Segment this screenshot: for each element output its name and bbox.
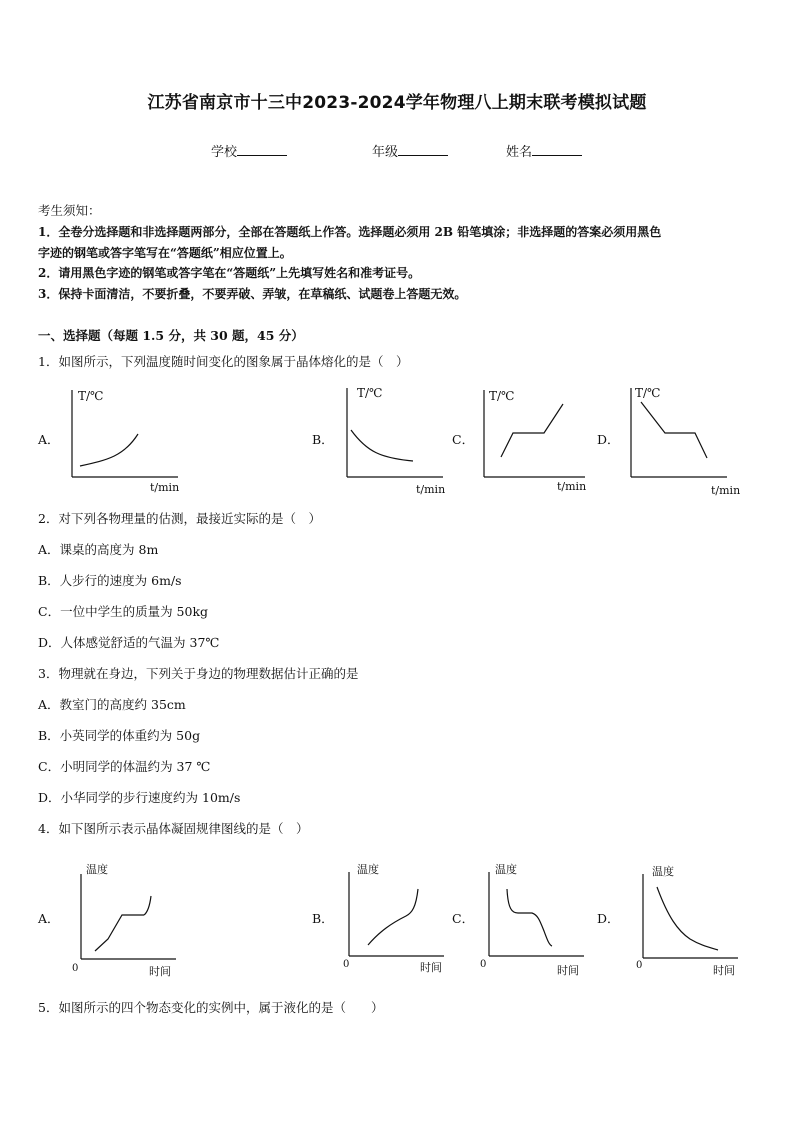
q4-b-origin: 0	[343, 959, 350, 970]
notice-item-2: 2．请用黑色字迹的钢笔或答字笔在“答题纸”上先填写姓名和准考证号。	[38, 266, 421, 280]
q4-option-d-label: D．	[597, 911, 620, 926]
q4-b-y-axis-label: 温度	[357, 863, 379, 876]
page-title: 江苏省南京市十三中2023-2024学年物理八上期末联考模拟试题	[147, 93, 647, 113]
q1-option-c-label: C．	[452, 432, 475, 447]
school-label: 学校	[211, 145, 238, 160]
q1-option-a-label: A．	[38, 432, 60, 447]
q4-c-y-axis-label: 温度	[495, 863, 517, 876]
question-5-stem: 5．如图所示的四个物态变化的实例中，属于液化的是（ ）	[38, 1000, 384, 1015]
q2-option-d: D．人体感觉舒适的气温为 37℃	[38, 635, 220, 650]
q1-b-curve	[351, 430, 413, 461]
school-field	[211, 141, 287, 160]
name-label: 姓名	[506, 145, 533, 160]
q4-option-b-label: B．	[312, 911, 334, 926]
q4-graph-c	[474, 857, 594, 977]
grade-blank	[398, 143, 448, 156]
q4-graph-b	[334, 857, 459, 977]
q1-a-curve	[80, 434, 138, 466]
q4-c-curve	[507, 889, 552, 946]
name-blank	[532, 143, 582, 156]
q4-a-curve-part-2	[144, 896, 151, 915]
q1-d-x-axis-label: t/min	[711, 484, 741, 497]
school-blank	[237, 143, 287, 156]
question-2-stem: 2．对下列各物理量的估测，最接近实际的是（ ）	[38, 511, 321, 526]
q4-b-x-axis-label: 时间	[420, 961, 442, 974]
question-4-stem: 4．如下图所示表示晶体凝固规律图线的是（ ）	[38, 821, 309, 836]
q4-a-y-axis-label: 温度	[86, 863, 108, 876]
q1-d-y-axis-label: T/℃	[635, 386, 661, 400]
q1-graph-a	[58, 382, 188, 497]
q4-d-x-axis-label: 时间	[713, 964, 735, 977]
q1-d-curve	[641, 402, 707, 458]
q4-d-y-axis-label: 温度	[652, 865, 674, 878]
q2-option-c: C．一位中学生的质量为 50kg	[38, 604, 209, 619]
q3-option-a: A．教室门的高度约 35cm	[38, 697, 186, 712]
q3-option-b: B．小英同学的体重约为 50g	[38, 728, 201, 743]
question-1-stem: 1．如图所示，下列温度随时间变化的图象属于晶体熔化的是（ ）	[38, 354, 409, 369]
q1-b-x-axis-label: t/min	[416, 483, 446, 496]
q1-graph-b	[333, 382, 453, 497]
q4-a-origin: 0	[72, 963, 79, 974]
q4-option-a-label: A．	[38, 911, 60, 926]
q3-option-c: C．小明同学的体温约为 37 ℃	[38, 759, 211, 774]
q1-c-y-axis-label: T/℃	[489, 389, 515, 403]
q1-option-b-label: B．	[312, 432, 334, 447]
q4-b-curve	[368, 889, 418, 945]
q1-a-y-axis-label: T/℃	[78, 389, 104, 403]
q1-c-x-axis-label: t/min	[557, 480, 587, 493]
q2-option-a: A．课桌的高度为 8m	[38, 542, 159, 557]
q1-graph-d	[617, 380, 747, 497]
grade-label: 年级	[372, 145, 399, 160]
q4-d-origin: 0	[636, 960, 643, 971]
q3-option-d: D．小华同学的步行速度约为 10m/s	[38, 790, 241, 805]
q1-option-d-label: D．	[597, 432, 620, 447]
q4-graph-d	[628, 859, 748, 979]
q4-c-x-axis-label: 时间	[557, 964, 579, 977]
name-field	[506, 141, 582, 160]
q1-a-x-axis-label: t/min	[150, 481, 180, 494]
section-1-heading: 一、选择题（每题 1.5 分，共 30 题，45 分）	[38, 328, 304, 343]
q4-option-c-label: C．	[452, 911, 475, 926]
q4-d-curve	[657, 887, 718, 950]
q2-option-b: B．人步行的速度为 6m/s	[38, 573, 182, 588]
question-3-stem: 3．物理就在身边，下列关于身边的物理数据估计正确的是	[38, 666, 359, 681]
notice-heading: 考生须知：	[38, 203, 101, 218]
notice-item-1-line-1: 1．全卷分选择题和非选择题两部分，全部在答题纸上作答。选择题必须用 2B 铅笔填涂；非选择题的答案必须用黑色	[38, 225, 662, 239]
q4-a-x-axis-label: 时间	[149, 965, 171, 978]
notice-item-1-line-2: 字迹的钢笔或答字笔写在“答题纸”相应位置上。	[38, 246, 292, 260]
grade-field	[372, 141, 448, 160]
q1-b-y-axis-label: T/℃	[357, 386, 383, 400]
q4-c-origin: 0	[480, 959, 487, 970]
notice-item-3: 3．保持卡面清洁，不要折叠，不要弄破、弄皱，在草稿纸、试题卷上答题无效。	[38, 287, 467, 301]
q4-graph-a	[66, 860, 191, 980]
q1-c-curve	[501, 404, 563, 457]
q4-a-curve-part-1	[95, 915, 144, 951]
q1-graph-c	[470, 382, 595, 497]
